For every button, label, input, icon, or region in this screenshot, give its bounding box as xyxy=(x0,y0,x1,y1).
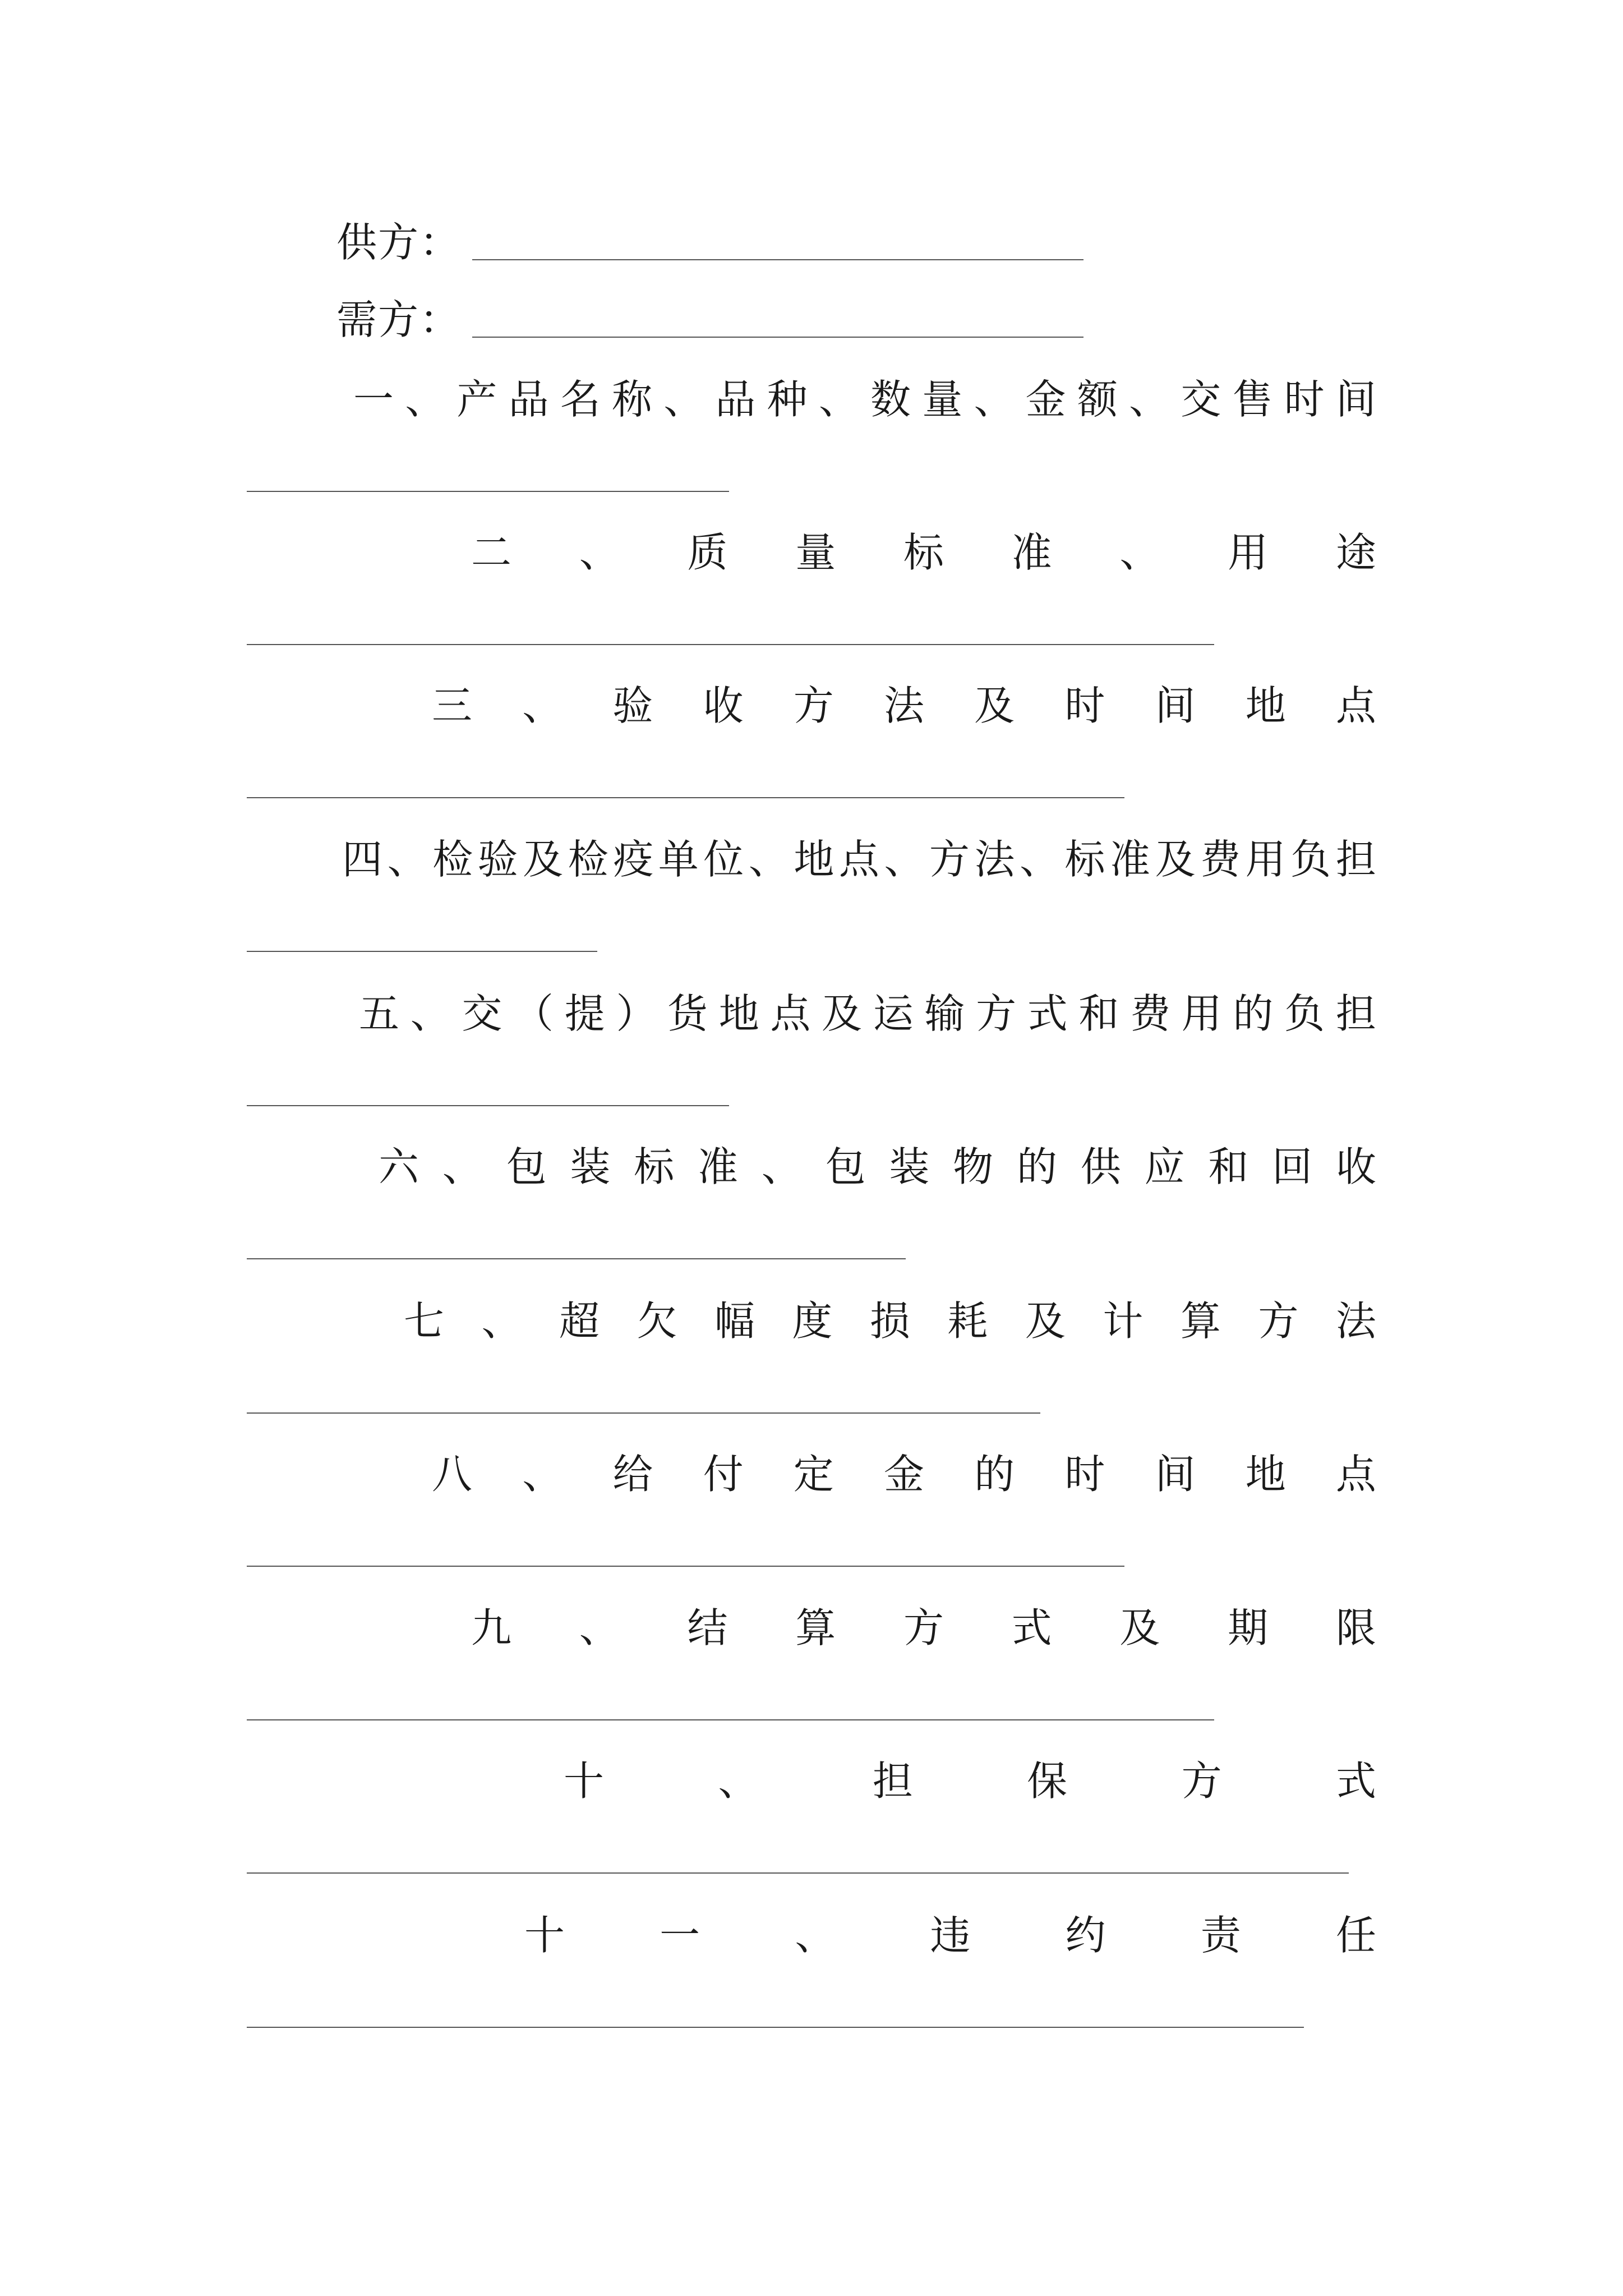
clause-heading-char: 担 xyxy=(1335,990,1376,1037)
clause-heading-5 xyxy=(359,983,1376,1045)
clause-heading-4 xyxy=(342,829,1376,890)
clause-blank-2[interactable] xyxy=(247,644,1214,645)
clause-heading-char: 法 xyxy=(1335,1297,1376,1345)
clause-heading-char: 途 xyxy=(1335,529,1376,576)
clause-heading-char: 限 xyxy=(1335,1604,1376,1651)
clause-heading-char: 点 xyxy=(770,990,811,1037)
clause-heading-char: 间 xyxy=(1155,1451,1196,1498)
clause-heading-char: 检 xyxy=(568,836,608,883)
clause-heading-char: 、 xyxy=(1129,376,1170,423)
clause-heading-char: 及 xyxy=(1155,836,1196,883)
clause-heading-char: 应 xyxy=(1144,1143,1185,1190)
clause-heading-char: 输 xyxy=(924,990,965,1037)
clause-heading-char: 定 xyxy=(793,1451,834,1498)
clause-heading-char: 的 xyxy=(974,1451,1015,1498)
clause-heading-char: 方 xyxy=(976,990,1017,1037)
clause-heading-char: 结 xyxy=(687,1604,728,1651)
clause-heading-char: 地 xyxy=(1245,1451,1286,1498)
clause-heading-char: 算 xyxy=(1180,1297,1221,1345)
clause-heading-char: 准 xyxy=(697,1143,738,1190)
clause-heading-char: 八 xyxy=(432,1451,473,1498)
clause-heading-char: 十 xyxy=(564,1757,605,1805)
clause-heading-char: 方 xyxy=(929,836,970,883)
clause-heading-char: 交 xyxy=(462,990,502,1037)
clause-blank-8[interactable] xyxy=(247,1566,1124,1567)
clause-heading-9 xyxy=(471,1597,1376,1659)
clause-heading-char: 标 xyxy=(903,529,944,576)
clause-heading-char: 时 xyxy=(1284,376,1325,423)
clause-heading-char: 法 xyxy=(974,836,1015,883)
clause-heading-char: 度 xyxy=(792,1297,833,1345)
clause-heading-char: 计 xyxy=(1103,1297,1144,1345)
clause-heading-char: 疫 xyxy=(613,836,654,883)
clause-heading-char: 地 xyxy=(718,990,759,1037)
clause-blank-7[interactable] xyxy=(247,1412,1040,1414)
clause-heading-char: 期 xyxy=(1228,1604,1269,1651)
clause-heading-char: 及 xyxy=(974,682,1015,729)
clause-heading-char: 、 xyxy=(405,376,446,423)
clause-heading-char: 、 xyxy=(387,836,428,883)
buyer-blank[interactable] xyxy=(472,337,1083,338)
clause-heading-char: 点 xyxy=(838,836,879,883)
clause-heading-char: 约 xyxy=(1065,1912,1106,1959)
clause-heading-char: 检 xyxy=(432,836,473,883)
clause-heading-char: 包 xyxy=(825,1143,866,1190)
clause-heading-char: 品 xyxy=(715,376,756,423)
clause-heading-char: 、 xyxy=(818,376,859,423)
clause-heading-char: 、 xyxy=(748,836,789,883)
clause-heading-char: 式 xyxy=(1027,990,1068,1037)
clause-heading-char: 、 xyxy=(1019,836,1060,883)
clause-heading-char: （ xyxy=(513,990,554,1037)
clause-heading-7 xyxy=(404,1290,1376,1352)
clause-heading-char: 十 xyxy=(524,1912,565,1959)
clause-heading-char: 三 xyxy=(432,682,473,729)
clause-blank-1[interactable] xyxy=(247,491,729,492)
clause-heading-char: 准 xyxy=(1011,529,1052,576)
clause-heading-char: 时 xyxy=(1064,1451,1105,1498)
clause-heading-char: 金 xyxy=(1025,376,1066,423)
clause-heading-char: 、 xyxy=(579,529,620,576)
clause-heading-char: 担 xyxy=(872,1757,913,1805)
clause-heading-char: 供 xyxy=(1080,1143,1121,1190)
clause-heading-char: 、 xyxy=(761,1143,802,1190)
supplier-blank[interactable] xyxy=(472,259,1083,260)
clause-heading-char: 、 xyxy=(718,1757,759,1805)
clause-heading-char: 标 xyxy=(634,1143,675,1190)
clause-heading-char: 产 xyxy=(457,376,497,423)
clause-heading-char: 地 xyxy=(1245,682,1286,729)
clause-heading-char: 方 xyxy=(1258,1297,1299,1345)
clause-heading-char: 、 xyxy=(522,682,563,729)
clause-heading-char: 、 xyxy=(410,990,451,1037)
clause-heading-char: 回 xyxy=(1272,1143,1313,1190)
clause-heading-8 xyxy=(432,1443,1376,1505)
clause-heading-char: 品 xyxy=(508,376,549,423)
clause-heading-char: 单 xyxy=(658,836,699,883)
clause-heading-char: 、 xyxy=(442,1143,483,1190)
clause-heading-char: 额 xyxy=(1077,376,1118,423)
clause-heading-char: 担 xyxy=(1335,836,1376,883)
clause-heading-char: 和 xyxy=(1078,990,1119,1037)
clause-heading-char: 七 xyxy=(404,1297,445,1345)
clause-heading-char: ） xyxy=(616,990,657,1037)
clause-heading-char: 装 xyxy=(570,1143,611,1190)
clause-heading-char: 一 xyxy=(353,376,394,423)
clause-heading-char: 收 xyxy=(703,682,744,729)
clause-heading-char: 任 xyxy=(1335,1912,1376,1959)
clause-heading-char: 费 xyxy=(1130,990,1171,1037)
clause-heading-char: 准 xyxy=(1110,836,1151,883)
clause-heading-char: 算 xyxy=(795,1604,836,1651)
clause-heading-1 xyxy=(353,369,1376,430)
clause-heading-char: 四 xyxy=(342,836,383,883)
clause-heading-char: 欠 xyxy=(637,1297,677,1345)
clause-heading-char: 间 xyxy=(1335,376,1376,423)
clause-heading-char: 及 xyxy=(1025,1297,1066,1345)
clause-heading-char: 和 xyxy=(1208,1143,1249,1190)
clause-heading-char: 责 xyxy=(1200,1912,1241,1959)
clause-heading-char: 用 xyxy=(1228,529,1269,576)
clause-heading-char: 一 xyxy=(660,1912,700,1959)
clause-heading-10 xyxy=(564,1750,1376,1812)
clause-heading-char: 验 xyxy=(612,682,653,729)
clause-heading-char: 收 xyxy=(1335,1143,1376,1190)
clause-heading-char: 包 xyxy=(506,1143,547,1190)
clause-heading-char: 名 xyxy=(560,376,601,423)
clause-heading-char: 、 xyxy=(1119,529,1160,576)
clause-heading-char: 质 xyxy=(687,529,728,576)
clause-heading-char: 、 xyxy=(795,1912,836,1959)
clause-heading-char: 超 xyxy=(559,1297,600,1345)
clause-heading-char: 标 xyxy=(1064,836,1105,883)
clause-heading-char: 方 xyxy=(903,1604,944,1651)
buyer-row xyxy=(336,292,1083,348)
clause-heading-char: 付 xyxy=(703,1451,744,1498)
clause-heading-char: 量 xyxy=(922,376,963,423)
clause-heading-char: 运 xyxy=(873,990,914,1037)
clause-heading-char: 用 xyxy=(1245,836,1286,883)
clause-heading-char: 方 xyxy=(793,682,834,729)
clause-heading-char: 及 xyxy=(1119,1604,1160,1651)
clause-heading-char: 、 xyxy=(579,1604,620,1651)
clause-heading-char: 负 xyxy=(1290,836,1331,883)
clause-blank-4[interactable] xyxy=(247,951,597,952)
clause-heading-char: 装 xyxy=(889,1143,930,1190)
clause-heading-char: 违 xyxy=(930,1912,971,1959)
clause-heading-char: 保 xyxy=(1027,1757,1068,1805)
clause-heading-char: 幅 xyxy=(714,1297,755,1345)
clause-heading-char: 量 xyxy=(795,529,836,576)
clause-heading-char: 、 xyxy=(522,1451,563,1498)
clause-heading-char: 九 xyxy=(471,1604,512,1651)
clause-heading-char: 的 xyxy=(1233,990,1274,1037)
clause-heading-char: 交 xyxy=(1181,376,1221,423)
clause-heading-char: 点 xyxy=(1335,682,1376,729)
clause-heading-char: 的 xyxy=(1016,1143,1057,1190)
clause-heading-char: 六 xyxy=(379,1143,419,1190)
clause-heading-6 xyxy=(379,1136,1376,1198)
clause-blank-6[interactable] xyxy=(247,1258,906,1259)
clause-heading-char: 二 xyxy=(471,529,512,576)
clause-heading-char: 间 xyxy=(1155,682,1196,729)
clause-heading-char: 方 xyxy=(1181,1757,1222,1805)
clause-blank-9[interactable] xyxy=(247,1719,1214,1720)
clause-heading-char: 售 xyxy=(1232,376,1273,423)
clause-heading-char: 给 xyxy=(612,1451,653,1498)
clause-heading-char: 验 xyxy=(477,836,518,883)
clause-heading-char: 、 xyxy=(481,1297,522,1345)
clause-heading-char: 称 xyxy=(612,376,653,423)
clause-heading-char: 耗 xyxy=(947,1297,988,1345)
clause-heading-char: 提 xyxy=(564,990,605,1037)
clause-heading-char: 物 xyxy=(953,1143,994,1190)
clause-heading-char: 法 xyxy=(883,682,924,729)
clause-heading-char: 式 xyxy=(1011,1604,1052,1651)
clause-heading-char: 费 xyxy=(1200,836,1241,883)
clause-heading-char: 金 xyxy=(883,1451,924,1498)
clause-heading-char: 用 xyxy=(1181,990,1222,1037)
clause-heading-char: 位 xyxy=(703,836,744,883)
supplier-label: 供方： xyxy=(336,219,462,266)
clause-heading-char: 、 xyxy=(974,376,1015,423)
clause-heading-char: 点 xyxy=(1335,1451,1376,1498)
clause-heading-char: 式 xyxy=(1335,1757,1376,1805)
clause-blank-3[interactable] xyxy=(247,797,1124,798)
clause-blank-10[interactable] xyxy=(247,1872,1349,1874)
clause-heading-char: 地 xyxy=(794,836,834,883)
clause-blank-5[interactable] xyxy=(247,1105,729,1106)
clause-heading-11 xyxy=(524,1904,1376,1966)
clause-heading-char: 种 xyxy=(767,376,808,423)
clause-blank-11[interactable] xyxy=(247,2027,1304,2028)
supplier-row xyxy=(336,214,1083,270)
clause-heading-char: 数 xyxy=(870,376,911,423)
clause-heading-char: 货 xyxy=(667,990,708,1037)
clause-heading-char: 、 xyxy=(884,836,925,883)
clause-heading-char: 及 xyxy=(523,836,564,883)
clause-heading-3 xyxy=(432,675,1376,737)
clause-heading-char: 五 xyxy=(359,990,400,1037)
buyer-label: 需方： xyxy=(336,296,462,343)
clause-heading-char: 时 xyxy=(1064,682,1105,729)
clause-heading-char: 及 xyxy=(822,990,863,1037)
clause-heading-char: 损 xyxy=(869,1297,910,1345)
clause-heading-char: 负 xyxy=(1284,990,1325,1037)
clause-heading-2 xyxy=(471,522,1376,583)
clause-heading-char: 、 xyxy=(663,376,704,423)
